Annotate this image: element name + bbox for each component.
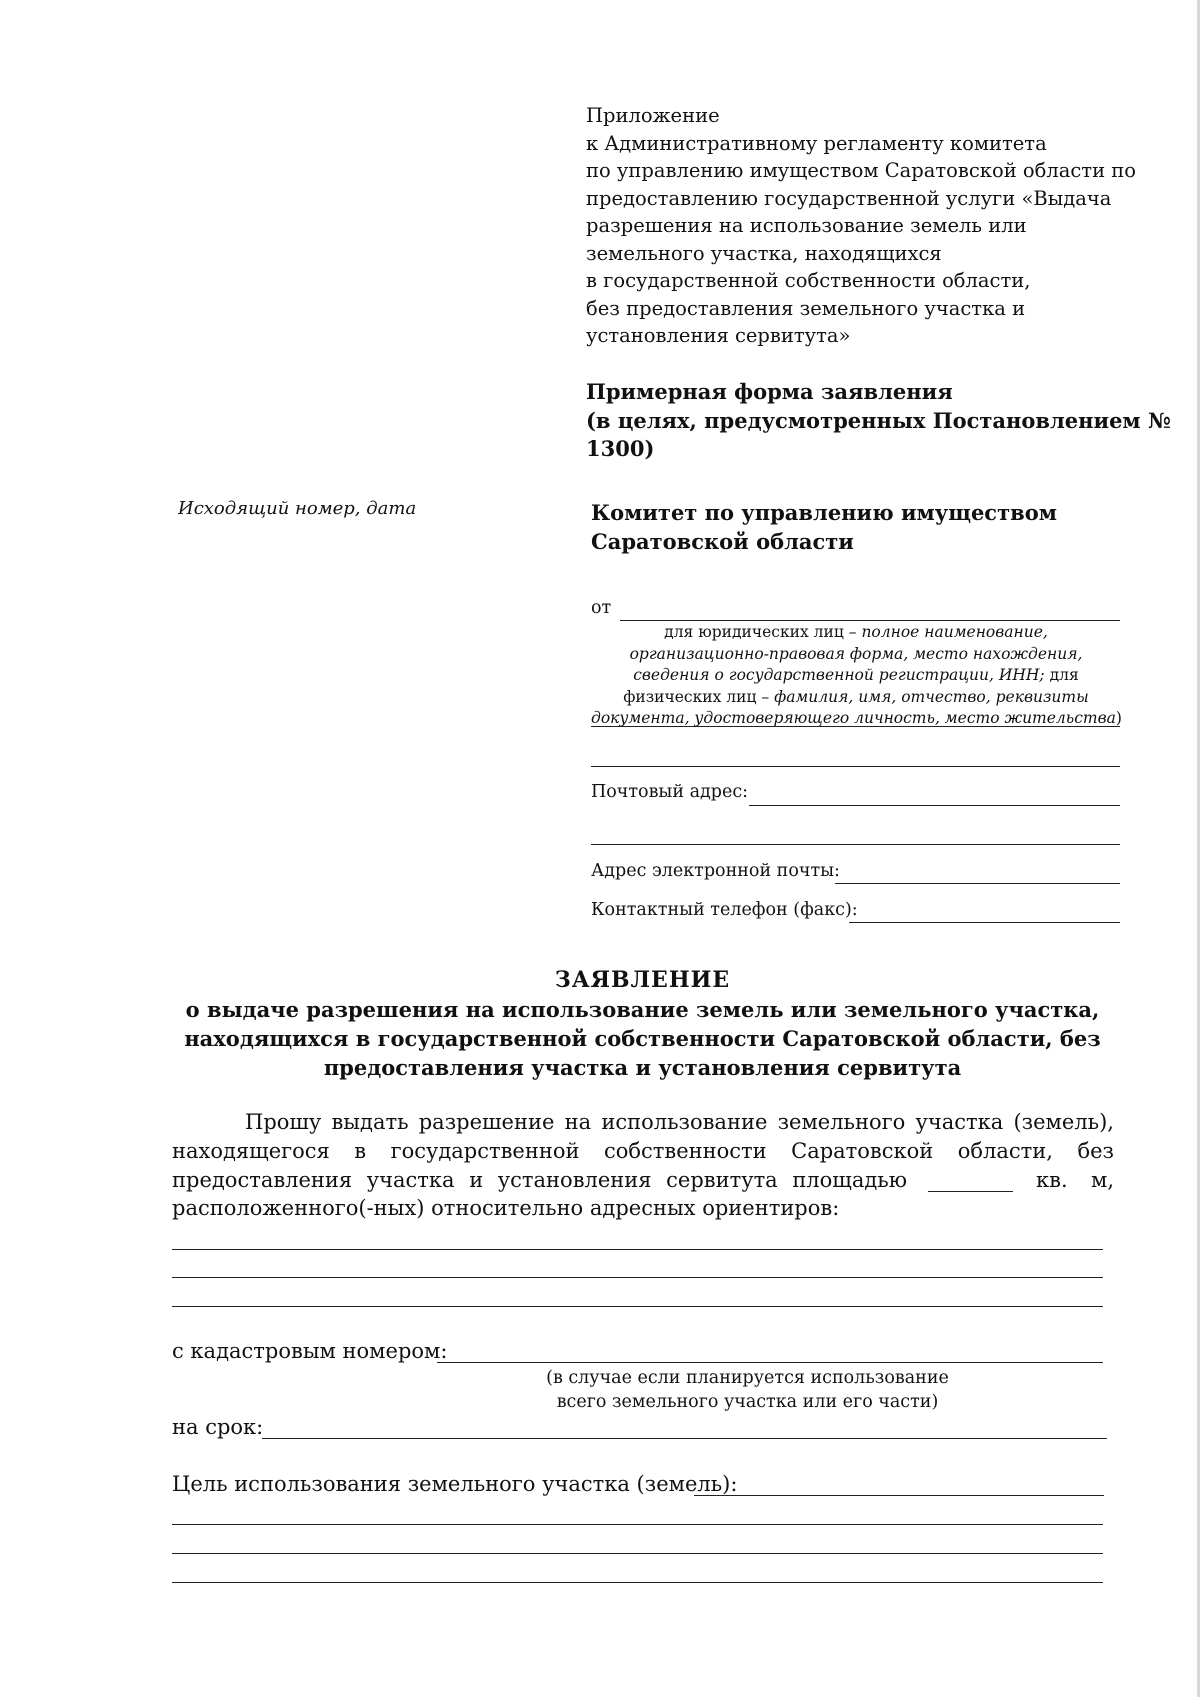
purpose-label: Цель использования земельного участка (земель): (172, 1472, 738, 1496)
email-field-line[interactable] (835, 883, 1120, 884)
outgoing-number-label: Исходящий номер, дата (178, 498, 417, 519)
phone-label: Контактный телефон (факс): (591, 900, 858, 920)
cadastral-label: с кадастровым номером: (172, 1339, 448, 1363)
body-line-1: Прошу выдать разрешение на использование земельного участка (земель), (245, 1110, 1114, 1134)
body-line-4: расположенного(-ных) относительно адресных ориентиров: (172, 1196, 840, 1220)
postal-address-field-line[interactable] (591, 844, 1120, 845)
address-field-line[interactable] (172, 1306, 1103, 1307)
purpose-field-line[interactable] (172, 1582, 1103, 1583)
subtitle-line: предоставления участка и установления сервитута (323, 1055, 962, 1080)
from-field-line[interactable] (620, 620, 1120, 621)
applicant-field-line[interactable] (591, 766, 1120, 767)
email-label: Адрес электронной почты: (591, 861, 840, 881)
addressee-committee (591, 498, 1057, 556)
subtitle-line: о выдаче разрешения на использование земель или земельного участка, (185, 997, 1100, 1022)
area-field-line[interactable] (928, 1191, 1013, 1192)
hint-line: документа, удостоверяющего личность, место жительства) (591, 709, 1122, 727)
appendix-line: предоставлению государственной услуги «Выдача (586, 186, 1112, 210)
appendix-line: по управлению имуществом Саратовской области по (586, 159, 1137, 182)
area-unit: м, (1091, 1168, 1115, 1192)
hint-line: организационно-правовая форма, место нахождения, (629, 644, 1083, 663)
committee-line: Комитет по управлению имуществом (591, 500, 1057, 525)
appendix-line: к Административному регламенту комитета (586, 131, 1047, 155)
purpose-field-line[interactable] (172, 1553, 1103, 1554)
applicant-field-line[interactable] (591, 726, 1120, 727)
appendix-block (586, 102, 1136, 350)
cadastral-field-line[interactable] (437, 1362, 1103, 1363)
body-line-2: находящегося в государственной собственности Саратовской области, без (172, 1139, 1114, 1163)
address-field-line[interactable] (172, 1249, 1103, 1250)
cadastral-note-line: всего земельного участка или его части) (556, 1392, 939, 1412)
statement-subtitle (160, 995, 1125, 1082)
appendix-line: Приложение (586, 104, 720, 127)
postal-address-field-line[interactable] (749, 805, 1120, 806)
form-title (586, 378, 1171, 464)
form-title-line: (в целях, предусмотренных Постановлением № (586, 407, 1171, 433)
address-field-line[interactable] (172, 1277, 1103, 1278)
appendix-line: без предоставления земельного участка и (586, 296, 1026, 320)
appendix-line: установления сервитута» (586, 324, 851, 347)
term-label: на срок: (172, 1415, 264, 1439)
purpose-field-line[interactable] (172, 1524, 1103, 1525)
statement-title: ЗАЯВЛЕНИЕ (554, 967, 731, 993)
hint-line: для юридических лиц – полное наименование, (664, 623, 1048, 641)
applicant-hint (591, 622, 1121, 730)
committee-line: Саратовской области (591, 529, 854, 554)
hint-line: сведения о государственной регистрации, ИНН; для (633, 666, 1079, 684)
term-field-line[interactable] (262, 1438, 1107, 1439)
postal-address-label: Почтовый адрес: (591, 782, 749, 802)
appendix-line: в государственной собственности области, (586, 269, 1031, 292)
form-title-line: Примерная форма заявления (586, 379, 953, 404)
cadastral-note (400, 1366, 1095, 1414)
form-title-line: 1300) (586, 436, 655, 461)
purpose-field-line[interactable] (694, 1495, 1104, 1496)
appendix-line: земельного участка, находящихся (586, 241, 942, 265)
subtitle-line: находящихся в государственной собственности Саратовской области, без (184, 1026, 1101, 1051)
body-line-3: предоставления участка и установления сервитута площадью (172, 1168, 907, 1192)
phone-field-line[interactable] (849, 922, 1120, 923)
hint-line: физических лиц – фамилия, имя, отчество, реквизиты (623, 687, 1089, 706)
cadastral-note-line: (в случае если планируется использование (546, 1368, 949, 1388)
appendix-line: разрешения на использование земель или (586, 214, 1027, 237)
area-unit: кв. (1036, 1168, 1068, 1192)
from-label: от (591, 598, 612, 618)
